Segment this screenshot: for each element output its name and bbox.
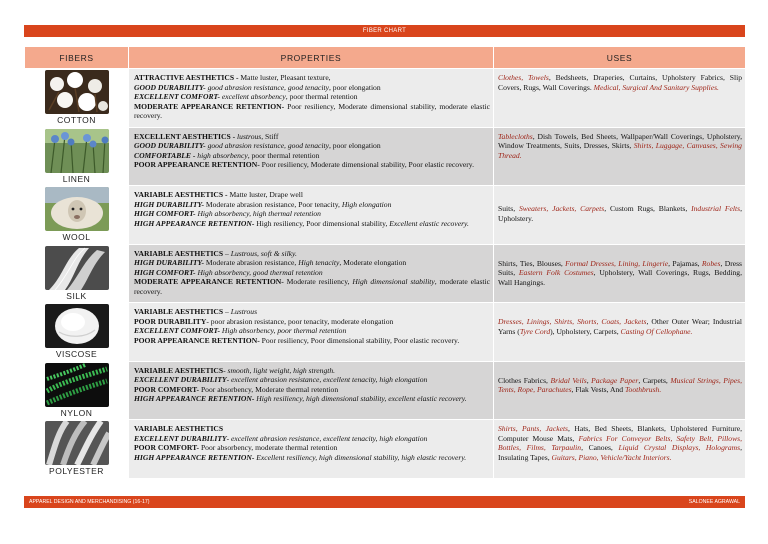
cotton-image [45,70,109,114]
uses-cell: Clothes, Towels, Bedsheets, Draperies, Curtains, Upholstery Fabrics, Slip Covers, Rugs, Wall Coverings. Medical, Surgical And Sanitary Supplies. [494,69,746,128]
table-row [25,127,746,186]
fiber-name: NYLON [60,407,93,418]
fiber-cell [25,244,129,303]
silk-image [45,246,109,290]
uses-cell: Shirts, Pants, Jackets, Hats, Bed Sheets, Blankets, Upholstered Furniture, Computer Mouse Mats, Fabrics For Conveyor Belts, Safety Belt, Pillows, Bottles, Films, Tarpaulin, Canoes, Liquid Crystal Displays, Holograms, Insulating Tapes, Guitars, Piano, Vehicle/Yacht Interiors. [494,420,746,479]
page-title: FIBER CHART [362,28,407,34]
fiber-name: COTTON [57,115,96,125]
properties-cell: VARIABLE AESTHETICS – Lustrous POOR DURABILITY- poor abrasion resistance, poor tenacity, moderate elongation EXCELLENT COMFORT- High absorbency, poor thermal retention POOR APPEARANCE RETENTION- Poor resiliency, Poor dimensional stability, Poor elastic recovery. [129,303,494,362]
properties-cell: VARIABLE AESTHETICS EXCELLENT DURABILITY- excellent abrasion resistance, excellent tenacity, high elongation POOR COMFORT- Poor absorbency, moderate thermal retention HIGH APPEARANCE RETENTION- Excellent resiliency, high dimensional stability, high elastic recovery. [129,420,494,479]
uses-cell: Tablecloths, Dish Towels, Bed Sheets, Wallpaper/Wall Coverings, Upholstery, Window Treatments, Suits, Dresses, Skirts, Shirts, Luggage, Canvases, Sewing Thread. [494,127,746,186]
header-bar [24,25,745,37]
properties-cell: VARIABLE AESTHETICS- smooth, light weight, high strength. EXCELLENT DURABILITY- excellent abrasion resistance, excellent tenacity, high elongation POOR COMFORT- Poor absorbency, Moderate thermal retention HIGH APPEARANCE RETENTION- High resiliency, high dimensional stability, excellent elastic recovery. [129,361,494,420]
uses-cell: Clothes Fabrics, Bridal Veils, Package Paper, Carpets, Musical Strings, Pipes, Tents, Rope, Parachutes, Flak Vests, And Toothbrush. [494,361,746,420]
table-row [25,186,746,245]
nylon-image [45,363,109,407]
fiber-name: SILK [66,290,87,301]
header-properties: PROPERTIES [129,47,494,69]
viscose-image [45,304,109,348]
uses-cell: Shirts, Ties, Blouses, Formal Dresses, Lining, Lingerie, Pajamas, Robes, Dress Suits, Eastern Folk Costumes, Upholstery, Wall Coverings, Rugs, Bedding, Wall Hangings. [494,244,746,303]
polyester-image [45,421,109,465]
table-header-row [25,47,746,69]
uses-cell: Dresses, Linings, Shirts, Shorts, Coats, Jackets, Other Outer Wear; Industrial Yarns (Tyre Cord), Upholstery, Carpets, Casting Of Cellophane. [494,303,746,362]
fiber-cell [25,127,129,186]
properties-cell: VARIABLE AESTHETICS - Matte luster, Drape well HIGH DURABILITY- Moderate abrasion resistance, Poor tenacity, High elongation HIGH COMFORT- High absorbency, high thermal retention HIGH APPEARANCE RETENTION- High resiliency, Poor dimensional stability, Excellent elastic recovery. [129,186,494,245]
footer-author: SALONEE AGRAWAL [688,499,740,505]
fiber-cell [25,69,129,128]
table-row [25,244,746,303]
uses-cell: Suits, Sweaters, Jackets, Carpets, Custom Rugs, Blankets, Industrial Felts, Upholstery. [494,186,746,245]
table-row [25,69,746,128]
fiber-name: LINEN [62,173,91,184]
header-fibers: FIBERS [25,47,129,69]
wool-image [45,187,109,231]
table-row [25,420,746,479]
fiber-cell [25,186,129,245]
fiber-cell [25,303,129,362]
header-uses: USES [494,47,746,69]
fiber-name: VISCOSE [55,349,98,359]
table-row [25,361,746,420]
fiber-cell [25,420,129,479]
footer-course: APPAREL DESIGN AND MERCHANDISING (16-17) [29,499,150,505]
linen-image [45,129,109,173]
properties-cell: ATTRACTIVE AESTHETICS - Matte luster, Pleasant texture, GOOD DURABILITY- good abrasion resistance, good tenacity, poor elongation EXCELLENT COMFORT- excellent absorbency, poor thermal retention MODERATE APPEARANCE RETENTION- Poor resiliency, Moderate dimensional stability, moderate elastic recovery. [129,69,494,128]
footer-bar [24,496,745,508]
table-row [25,303,746,362]
fiber-chart-table [24,46,746,479]
fiber-name: POLYESTER [49,466,104,476]
fiber-name: WOOL [62,232,91,242]
properties-cell: VARIABLE AESTHETICS – Lustrous, soft & silky. HIGH DURABILITY- Moderate abrasion resistance, High tenacity, Moderate elongation HIGH COMFORT- High absorbency, good thermal retention MODERATE APPEARANCE RETENTION- Moderate resiliency, High dimensional stability, moderate elastic recovery. [129,244,494,303]
fiber-cell [25,361,129,420]
properties-cell: EXCELLENT AESTHETICS - lustrous, Stiff GOOD DURABILITY- good abrasion resistance, good tenacity, poor elongation COMFORTABLE - high absorbency, poor thermal retention POOR APPEARANCE RETENTION- Poor resiliency, Moderate dimensional stability, Poor elastic recovery. [129,127,494,186]
